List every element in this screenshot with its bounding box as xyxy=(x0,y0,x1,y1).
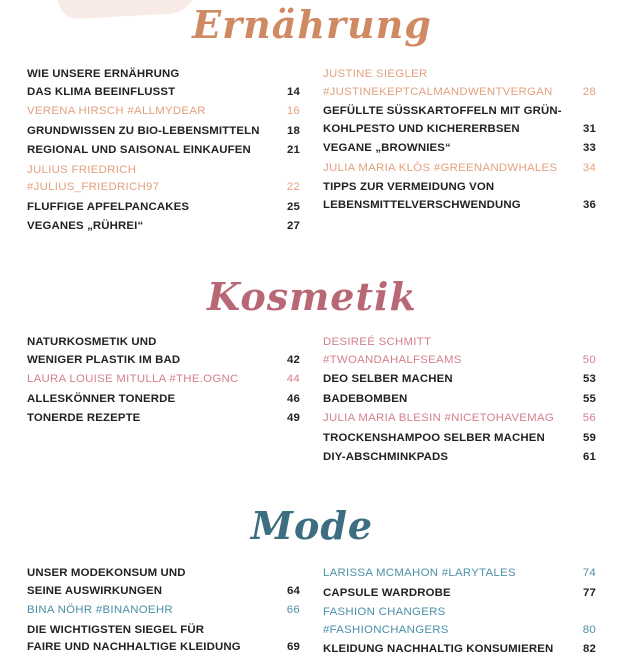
toc-entry-title: VERENA HIRSCH #ALLMYDEAR xyxy=(27,105,206,117)
toc-entry-title: TONERDE REZEPTE xyxy=(27,412,141,424)
toc-page-number: 25 xyxy=(287,200,300,213)
toc-page-number: 69 xyxy=(287,641,300,653)
toc-entry-title: REGIONAL UND SAISONAL EINKAUFEN xyxy=(27,144,251,156)
toc-author-entry xyxy=(323,410,596,428)
toc-page-number: 66 xyxy=(286,604,300,616)
toc-page-number: 82 xyxy=(583,643,596,655)
toc-entry-title: JULIUS FRIEDRICH #JULIUS_FRIEDRICH97 xyxy=(27,163,160,193)
toc-entry-title: GRUNDWISSEN ZU BIO-LEBENSMITTELN xyxy=(27,124,260,137)
toc-entry-title: DIE WICHTIGSTEN SIEGEL FÜR FAIRE UND NACHHALTIGE KLEIDUNG xyxy=(27,623,241,653)
spacer xyxy=(323,659,596,661)
toc-entry xyxy=(323,449,596,467)
toc-entry xyxy=(323,103,596,138)
toc-page-number: 42 xyxy=(287,353,300,366)
toc-entry-title: VEGANE „BROWNIES“ xyxy=(323,142,451,154)
toc-page-number: 53 xyxy=(583,373,596,385)
toc-entry-title: DESIREÉ SCHMITT #TWOANDAHALFSEAMS xyxy=(323,336,462,366)
toc-page-number: 56 xyxy=(582,412,596,424)
spacer xyxy=(27,657,300,659)
toc-entry-title: CAPSULE WARDROBE xyxy=(323,586,451,599)
toc-page-number: 46 xyxy=(287,392,300,405)
toc-page-number: 36 xyxy=(583,198,596,211)
toc-entry xyxy=(27,410,300,428)
toc-entry-title: KLEIDUNG NACHHALTIG KONSUMIEREN xyxy=(323,643,554,655)
toc-entry-title: BINA NÖHR #BINANOEHR xyxy=(27,604,173,616)
toc-page-number: 16 xyxy=(286,105,300,117)
toc-entry xyxy=(27,622,300,657)
toc-entry xyxy=(27,391,300,409)
toc-entry-title: BADEBOMBEN xyxy=(323,392,408,405)
toc-entry-title: LAURA LOUISE MITULLA #THE.OGNC xyxy=(27,373,239,385)
toc-entry xyxy=(27,218,300,236)
toc-column-kosmetik-left xyxy=(27,334,300,430)
toc-page-number: 80 xyxy=(582,623,596,636)
toc-entry-title: DIY-ABSCHMINKPADS xyxy=(323,451,449,463)
toc-entry-title: FASHION CHANGERS #FASHIONCHANGERS xyxy=(323,606,449,636)
toc-page-number: 64 xyxy=(287,584,300,597)
toc-entry xyxy=(323,391,596,409)
toc-entry-title: DEO SELBER MACHEN xyxy=(323,373,453,385)
toc-entry xyxy=(323,179,596,214)
toc-page-number: 77 xyxy=(583,586,596,599)
spacer xyxy=(27,236,300,238)
spacer xyxy=(323,467,596,469)
toc-entry-title: JULIA MARIA KLÖS #GREENANDWHALES xyxy=(323,161,558,174)
toc-entry-title: JUSTINE SIEGLER #JUSTINEKEPTCALMANDWENTVERGAN xyxy=(323,68,553,98)
toc-page-number: 21 xyxy=(287,144,300,156)
section-title-ernaehrung: Ernährung xyxy=(192,2,432,47)
toc-page-number: 28 xyxy=(582,85,596,98)
toc-page-number: 74 xyxy=(582,567,596,579)
toc-entry-title: TIPPS ZUR VERMEIDUNG VON LEBENSMITTELVERSCHWENDUNG xyxy=(323,181,521,211)
toc-entry-title: FLUFFIGE APFELPANCAKES xyxy=(27,200,190,213)
toc-entry xyxy=(27,199,300,217)
spacer xyxy=(323,214,596,216)
toc-entry-title: NATURKOSMETIK UND WENIGER PLASTIK IM BAD xyxy=(27,336,181,366)
toc-entry xyxy=(323,430,596,448)
toc-entry-title: VEGANES „RÜHREI“ xyxy=(27,220,144,232)
toc-author-entry xyxy=(323,160,596,178)
toc-author-entry xyxy=(27,602,300,620)
toc-author-entry xyxy=(323,66,596,101)
toc-entry-title: GEFÜLLTE SÜSSKARTOFFELN MIT GRÜN- KOHLPESTO UND KICHERERBSEN xyxy=(323,105,562,135)
toc-entry xyxy=(27,334,300,369)
toc-author-entry xyxy=(323,334,596,369)
spacer xyxy=(27,428,300,430)
toc-entry-title: JULIA MARIA BLESIN #NICETOHAVEMAG xyxy=(323,412,555,424)
toc-entry xyxy=(323,140,596,158)
toc-column-kosmetik-right xyxy=(323,334,596,469)
toc-author-entry xyxy=(323,604,596,639)
toc-column-mode-right xyxy=(323,565,596,661)
toc-entry xyxy=(323,641,596,659)
toc-page-number: 22 xyxy=(286,181,300,193)
toc-entry-title: ALLESKÖNNER TONERDE xyxy=(27,392,176,405)
toc-page-number: 31 xyxy=(583,122,596,135)
toc-entry-title: UNSER MODEKONSUM UND SEINE AUSWIRKUNGEN xyxy=(27,567,186,597)
toc-entry xyxy=(27,123,300,141)
toc-author-entry xyxy=(323,565,596,583)
toc-page-number: 33 xyxy=(583,142,596,154)
toc-column-mode-left xyxy=(27,565,300,659)
section-title-mode: Mode xyxy=(250,503,374,548)
toc-entry xyxy=(27,66,300,101)
toc-page-number: 55 xyxy=(583,392,596,405)
toc-author-entry xyxy=(27,162,300,197)
toc-page-number: 49 xyxy=(287,412,300,424)
toc-entry xyxy=(323,371,596,389)
toc-author-entry xyxy=(27,103,300,121)
toc-page-number: 44 xyxy=(286,373,300,385)
toc-page-number: 50 xyxy=(582,353,596,366)
toc-page-number: 59 xyxy=(583,431,596,444)
toc-page-number: 14 xyxy=(287,85,300,98)
toc-entry xyxy=(27,142,300,160)
toc-author-entry xyxy=(27,371,300,389)
toc-column-ernaehrung-left xyxy=(27,66,300,238)
toc-entry-title: LARISSA MCMAHON #LARYTALES xyxy=(323,567,516,579)
section-title-kosmetik: Kosmetik xyxy=(207,274,417,319)
toc-entry-title: WIE UNSERE ERNÄHRUNG DAS KLIMA BEEINFLUSST xyxy=(27,68,180,98)
toc-entry xyxy=(27,565,300,600)
toc-page-number: 18 xyxy=(287,124,300,137)
toc-entry xyxy=(323,585,596,603)
toc-page-number: 27 xyxy=(287,220,300,232)
toc-entry-title: TROCKENSHAMPOO SELBER MACHEN xyxy=(323,431,545,444)
toc-column-ernaehrung-right xyxy=(323,66,596,216)
toc-page-number: 34 xyxy=(582,161,596,174)
toc-page-number: 61 xyxy=(583,451,596,463)
